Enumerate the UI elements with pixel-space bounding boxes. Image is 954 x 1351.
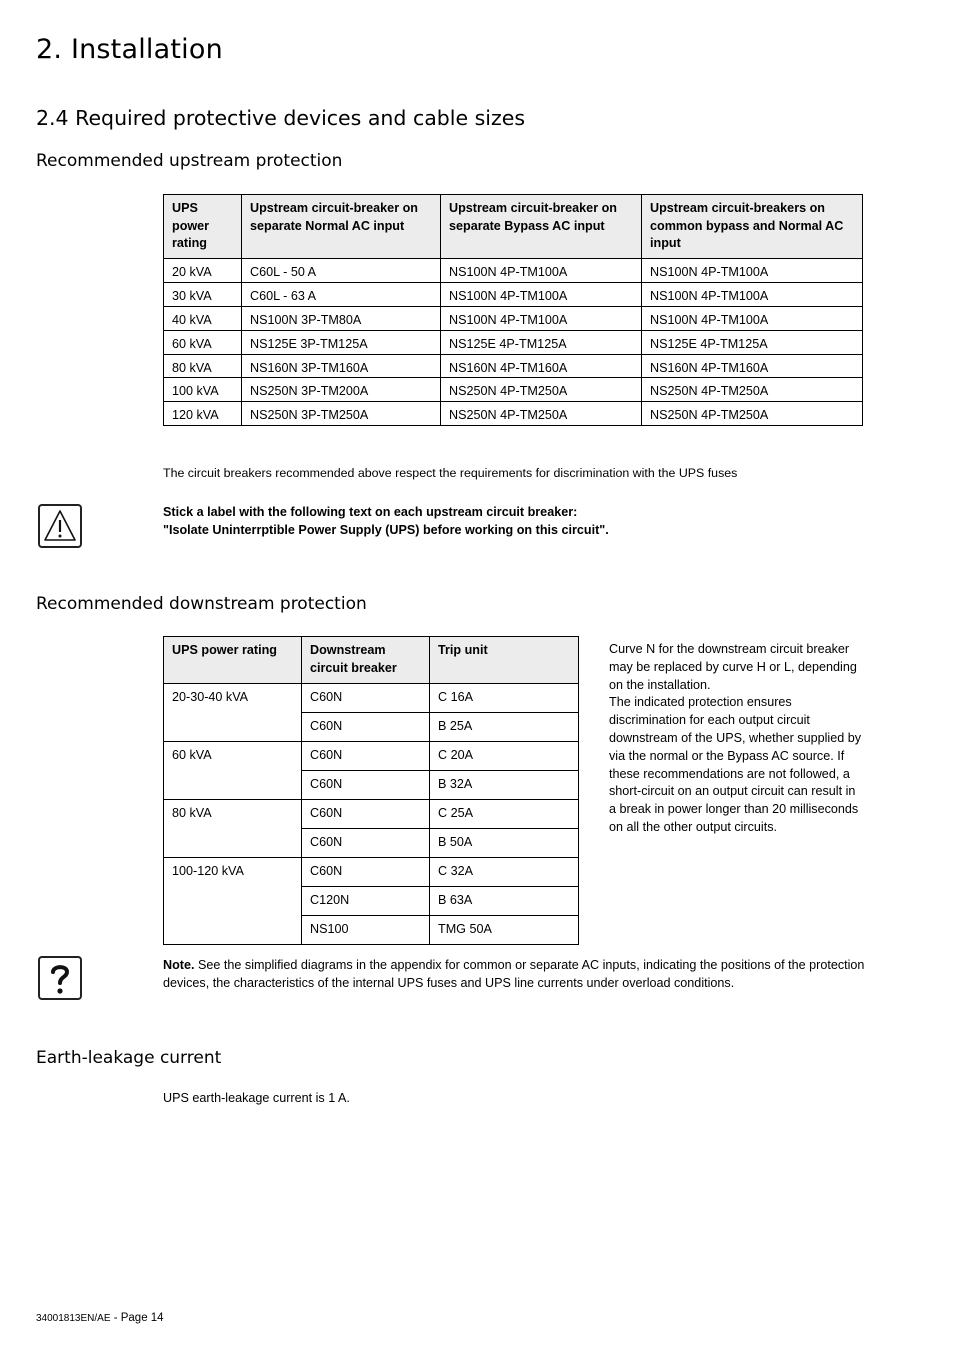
warning-line-2: "Isolate Uninterrptible Power Supply (UPS) before working on this circuit". (163, 523, 609, 537)
table-cell: NS250N 4P-TM250A (441, 378, 642, 402)
trip-unit-cell: C 20A (430, 742, 579, 771)
table-row (164, 306, 863, 330)
column-header: Upstream circuit-breakers on common bypass and Normal AC input (642, 195, 863, 259)
table-cell: NS160N 3P-TM160A (242, 354, 441, 378)
table-cell: NS250N 4P-TM250A (642, 378, 863, 402)
chapter-title: 2. Installation (36, 34, 223, 65)
warning-line-1: Stick a label with the following text on each upstream circuit breaker: (163, 505, 578, 519)
column-header: Upstream circuit-breaker on separate Bypass AC input (441, 195, 642, 259)
table-cell: NS100N 4P-TM100A (441, 282, 642, 306)
trip-unit-cell: B 32A (430, 771, 579, 800)
table-row (164, 378, 863, 402)
table-cell: 60 kVA (164, 330, 242, 354)
column-header: Downstream circuit breaker (302, 637, 430, 684)
table-cell: NS250N 3P-TM250A (242, 402, 441, 426)
earth-leakage-text: UPS earth-leakage current is 1 A. (163, 1091, 350, 1105)
breaker-cell: C60N (302, 684, 430, 713)
power-rating-cell: 60 kVA (164, 742, 302, 800)
table-row (164, 742, 579, 771)
table-cell: NS250N 3P-TM200A (242, 378, 441, 402)
trip-unit-cell: B 63A (430, 887, 579, 916)
table-row (164, 282, 863, 306)
table-cell: NS100N 4P-TM100A (441, 306, 642, 330)
table-cell: C60L - 63 A (242, 282, 441, 306)
downstream-protection-table (163, 636, 579, 945)
doc-number: 34001813EN/AE (36, 1313, 111, 1324)
column-header: Upstream circuit-breaker on separate Normal AC input (242, 195, 441, 259)
table-cell: 30 kVA (164, 282, 242, 306)
table-cell: NS100N 4P-TM100A (441, 259, 642, 283)
trip-unit-cell: B 25A (430, 713, 579, 742)
trip-unit-cell: C 16A (430, 684, 579, 713)
page-number: - Page 14 (110, 1312, 164, 1324)
side-note-paragraph-2: The indicated protection ensures discrimination for each output circuit downstream of the UPS, whether supplied by via the normal or the Bypass AC source. If these recommendations are not followed, a short-circuit on an output circuit can result in a break in power longer than 20 milliseconds on all the other output circuits. (609, 695, 862, 834)
downstream-heading: Recommended downstream protection (36, 594, 367, 614)
table-row (164, 800, 579, 829)
upstream-heading: Recommended upstream protection (36, 151, 343, 171)
table-header-row (164, 195, 863, 259)
breaker-cell: NS100 (302, 916, 430, 945)
note-body: See the simplified diagrams in the appendix for common or separate AC inputs, indicating the positions of the protection devices, the characteristics of the internal UPS fuses and UPS line currents under overload conditions. (163, 958, 865, 990)
trip-unit-cell: TMG 50A (430, 916, 579, 945)
note-text (163, 957, 865, 993)
table-cell: NS250N 4P-TM250A (441, 402, 642, 426)
table-row (164, 330, 863, 354)
table-cell: C60L - 50 A (242, 259, 441, 283)
column-header: UPS power rating (164, 637, 302, 684)
power-rating-cell: 80 kVA (164, 800, 302, 858)
warning-text (163, 503, 609, 539)
breaker-cell: C120N (302, 887, 430, 916)
table-cell: NS100N 4P-TM100A (642, 259, 863, 283)
upstream-protection-table (163, 194, 863, 426)
power-rating-cell: 100-120 kVA (164, 858, 302, 945)
section-title: 2.4 Required protective devices and cable sizes (36, 106, 526, 130)
table-header-row (164, 637, 579, 684)
table-cell: NS125E 4P-TM125A (441, 330, 642, 354)
table-row (164, 684, 579, 713)
upstream-footnote: The circuit breakers recommended above respect the requirements for discrimination with the UPS fuses (163, 466, 738, 480)
breaker-cell: C60N (302, 829, 430, 858)
breaker-cell: C60N (302, 800, 430, 829)
breaker-cell: C60N (302, 858, 430, 887)
trip-unit-cell: B 50A (430, 829, 579, 858)
breaker-cell: C60N (302, 771, 430, 800)
table-cell: NS100N 3P-TM80A (242, 306, 441, 330)
breaker-cell: C60N (302, 742, 430, 771)
side-note-paragraph-1: Curve N for the downstream circuit breaker may be replaced by curve H or L, depending on the installation. (609, 642, 857, 692)
table-cell: 40 kVA (164, 306, 242, 330)
table-cell: 100 kVA (164, 378, 242, 402)
trip-unit-cell: C 25A (430, 800, 579, 829)
table-cell: 80 kVA (164, 354, 242, 378)
downstream-side-note (609, 641, 865, 837)
table-row (164, 402, 863, 426)
table-row (164, 259, 863, 283)
question-mark-icon (38, 956, 82, 1000)
earth-leakage-heading: Earth-leakage current (36, 1048, 222, 1068)
page-footer (36, 1312, 164, 1324)
table-row (164, 858, 579, 887)
table-row (164, 354, 863, 378)
column-header: Trip unit (430, 637, 579, 684)
table-cell: 120 kVA (164, 402, 242, 426)
column-header: UPS power rating (164, 195, 242, 259)
trip-unit-cell: C 32A (430, 858, 579, 887)
table-cell: NS100N 4P-TM100A (642, 282, 863, 306)
table-cell: NS100N 4P-TM100A (642, 306, 863, 330)
breaker-cell: C60N (302, 713, 430, 742)
table-cell: 20 kVA (164, 259, 242, 283)
table-cell: NS160N 4P-TM160A (642, 354, 863, 378)
power-rating-cell: 20-30-40 kVA (164, 684, 302, 742)
warning-triangle-icon (38, 504, 82, 548)
table-cell: NS125E 4P-TM125A (642, 330, 863, 354)
table-cell: NS125E 3P-TM125A (242, 330, 441, 354)
table-cell: NS250N 4P-TM250A (642, 402, 863, 426)
note-label: Note. (163, 958, 195, 972)
table-cell: NS160N 4P-TM160A (441, 354, 642, 378)
